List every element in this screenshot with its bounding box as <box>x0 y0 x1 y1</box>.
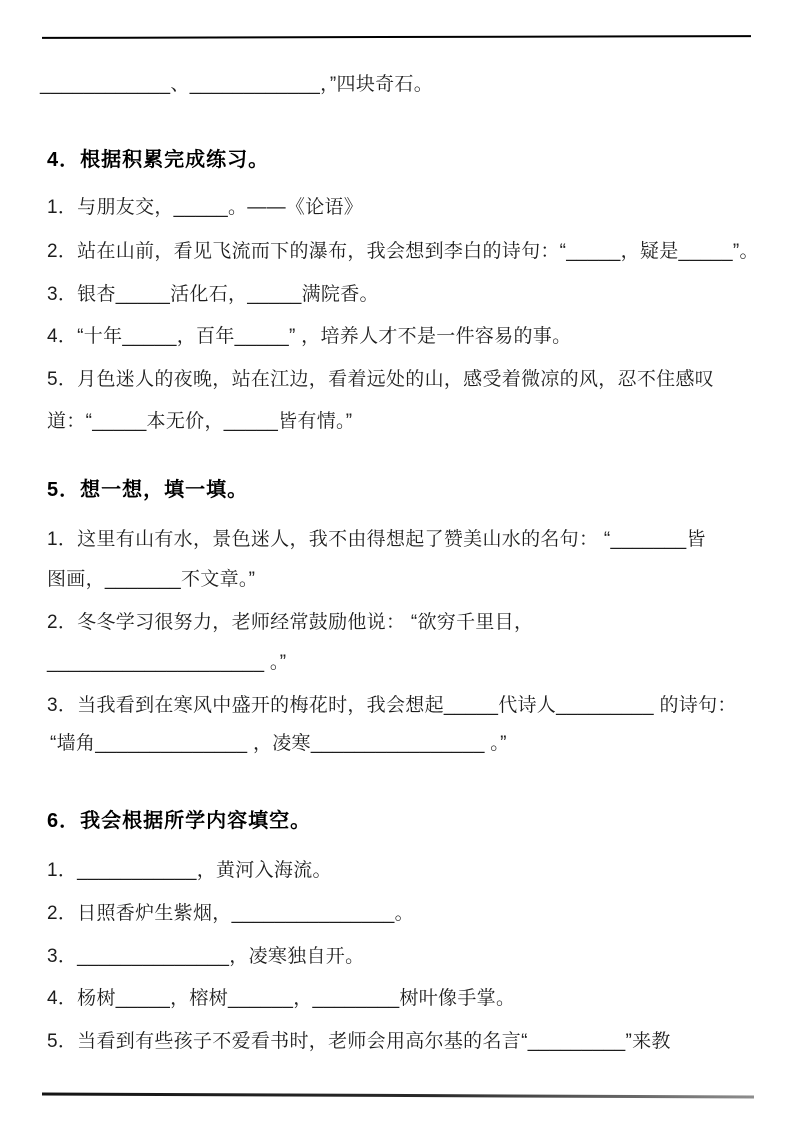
question-4-4: 4．“十年_____，百年_____” ，培养人才不是一件容易的事。 <box>47 326 572 347</box>
question-6-1: 1．___________，黄河入海流。 <box>47 860 332 881</box>
question-5-3-line-1: 3．当我看到在寒风中盛开的梅花时，我会想起_____代诗人_________ 的诗句： <box>47 695 737 716</box>
question-4-3: 3．银杏_____活化石，_____满院香。 <box>47 284 379 305</box>
question-5-3-line-2: “墙角______________ ，凌寒________________ 。” <box>50 733 507 754</box>
question-5-1-line-1: 1．这里有山有水，景色迷人，我不由得想起了赞美山水的名句： “_______皆 <box>47 529 706 550</box>
question-4-1: 1．与朋友交，_____。——《论语》 <box>47 197 364 218</box>
question-6-5: 5．当看到有些孩子不爱看书时，老师会用高尔基的名言“_________”来教 <box>47 1031 671 1052</box>
question-5-1-line-2: 图画，_______不文章。” <box>47 569 256 590</box>
bottom-rule <box>42 1092 754 1098</box>
continuation-line: ____________、____________，”四块奇石。 <box>40 74 434 95</box>
question-6-3: 3．______________，凌寒独自开。 <box>47 946 365 967</box>
section-6-heading: 6．我会根据所学内容填空。 <box>47 810 312 832</box>
question-5-2-line-2: ____________________ 。” <box>47 652 287 673</box>
question-5-2-line-1: 2．冬冬学习很努力，老师经常鼓励他说： “欲穷千里目， <box>47 612 534 633</box>
section-4-heading: 4．根据积累完成练习。 <box>47 149 270 171</box>
question-4-2: 2．站在山前，看见飞流而下的瀑布，我会想到李白的诗句：“_____，疑是_____”。 <box>47 241 759 262</box>
section-5-heading: 5．想一想，填一填。 <box>47 479 249 501</box>
top-rule <box>42 35 751 39</box>
question-6-2: 2．日照香炉生紫烟，_______________。 <box>47 903 414 924</box>
question-6-4: 4．杨树_____，榕树______，________树叶像手掌。 <box>47 988 516 1009</box>
question-4-5-line-1: 5．月色迷人的夜晚，站在江边，看着远处的山，感受着微凉的风，忍不住感叹 <box>47 369 715 390</box>
question-4-5-line-2: 道：“_____本无价，_____皆有情。” <box>47 411 353 432</box>
